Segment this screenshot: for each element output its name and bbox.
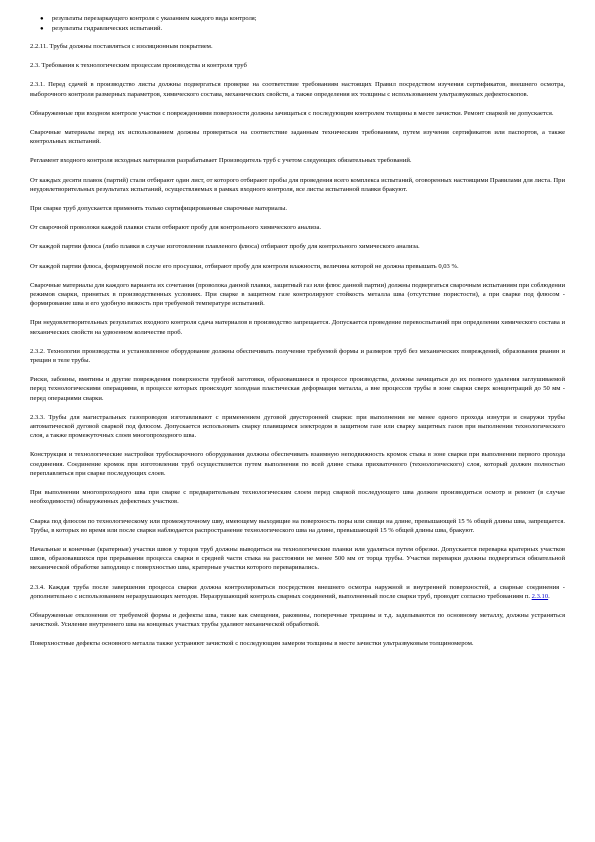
paragraph-2-3-1: 2.3.1. Перед сдачей в производство листы должны подвергаться проверке на соответствие требованиям настоящих Правил посредством изучения сертификатов, внешнего осмотра, выборочного контроля размерных параметров, химического состава, механических свойств, а также определения их толщины с использованием ультразвуковых дефектоскопов.	[30, 81, 565, 98]
list-item: ● результаты перезаркаущего контроля с указанием каждого вида контроля;	[40, 15, 257, 22]
paragraph: При сварке труб допускается применять только сертифицированные сварочные материалы.	[30, 205, 288, 213]
bullet-icon: ●	[40, 26, 44, 32]
paragraph: При неудовлетворительных результатах входного контроля сдача материалов в производство запрещается. Допускается проведение перевоспытаний при определении химического состава и механических свойств на удвоенном количестве проб.	[30, 319, 565, 336]
paragraph: Риски, забоины, вмятины и другие повреждения поверхности трубной заготовки, образовавшиеся в процессе производства, должны зачищаться до их полного удаления заглушиваемой перед технологическими операциями, в процессе которых происходит холодная пластическая деформация металла, а вне процессов трубы в зоне сварки сверх концентраций до 50 мм - перед операциями сварки.	[30, 376, 565, 402]
paragraph-2-3-3: 2.3.3. Трубы для магистральных газопроводов изготавливают с применением дуговой двусторонней сварки: при выполнении не менее одного прохода изнутри и снаружи трубы автоматической дуговой сваркой под флюсом. Допускается использовать сварку плавящимся электродом в защитном газе или сварку защитных газов при выполнении технологического слоя, а также промежуточных слоев многопроходного шва.	[30, 413, 565, 440]
paragraph-2-3-4: 2.3.4. Каждая труба после завершения процесса сварки должна контролироваться посредством внешнего осмотра наружной и внутренней поверхностей, а сварные соединения - дополнительно с использованием неразрушающих методов. Неразрушающий контроль сварных соединений, выполненный после сварки труб, проводят согласно требованиям п. 2.3.10.	[30, 583, 565, 600]
paragraph: Обнаруженные при входном контроле участки с повреждениями поверхности должны зачищаться с последующим контролем толщины в месте зачистки. Ремонт сваркой не допускается.	[30, 109, 554, 117]
list-item: ● результаты гидравлических испытаний.	[40, 25, 163, 32]
paragraph: Регламент входного контроля исходных материалов разрабатывает Производитель труб с учетом следующих обязательных требований.	[30, 157, 412, 165]
bullet-icon: ●	[40, 16, 44, 22]
paragraph: От сварочной проволоки каждой плавки стали отбирают пробу для контрольного химического анализа.	[30, 224, 322, 232]
document-page	[30, 14, 565, 659]
paragraph: От каждой партии флюса, формируемой после его просушки, отбирают пробу для контроля влажности, величина которой не должна превышать 0,03 %.	[30, 262, 459, 270]
paragraph: При выполнении многопроходного шва при сварке с предварительным технологическим слоем перед сваркой последующего шва должен производиться осмотр и ремонт (в случае необходимости) обнаруженных дефектных участков.	[30, 489, 565, 506]
paragraph-2-2-11: 2.2.11. Трубы должны поставляться с изоляционным покрытием.	[30, 43, 213, 50]
paragraph: Конструкция и технологические настройки трубосварочного оборудования должны обеспечивать взаимную неподвижность кромок стыка в зоне сварки при выполнении первого прохода соединения. Соединение кромок при изготовлении труб осуществляется путем выполнения по всей длине стыка прихваточного (технологического) слоя, который должен полностью переплавляться при сварке последующих слоев.	[30, 451, 565, 477]
section-heading-2-3: 2.3. Требования к технологическим процессам производства и контроля труб	[30, 62, 247, 70]
paragraph: Сварочные материалы для каждого варианта их сочетания (проволока данной плавки, защитный газ или флюс данной партии) должны подвергаться сварочным испытаниям при соблюдении режимов сварки, принятых в производственных условиях. При сварке в защитном газе контролируют стойкость металла шва (отсутствие пористости), а при сварке под флюсом - формирование шва и его удобную вязкость при требуемой температуре испытаний.	[30, 281, 565, 308]
paragraph: От каждой партии флюса (либо плавки в случае изготовления плавленого флюса) отбирают пробу для контрольного химического анализа.	[30, 243, 420, 251]
paragraph-2-3-2: 2.3.2. Технологии производства и установленное оборудование должны обеспечивать получение требуемой формы и размеров труб без механических повреждений, образования рванин и трещин в теле трубы.	[30, 347, 565, 365]
paragraph: От каждых десяти плавок (партий) стали отбирают один лист, от которого отбирают пробы для проведения всего комплекса испытаний, оговоренных настоящими Правилами для листа. При неудовлетворительных результатах испытаний, осуществляемых в рамках входного контроля, все листы испытанной плавки бракуют.	[30, 176, 565, 193]
paragraph: Сварочные материалы перед их использованием должны проверяться на соответствие заданным техническим требованиям, путем изучения сертификатов или паспортов, а также контрольных испытаний.	[30, 129, 565, 146]
section-link[interactable]: 2.3.10	[531, 592, 549, 600]
result-list	[30, 14, 565, 34]
paragraph: Начальные и конечные (кратерные) участки швов у торцов труб должны выводиться на технологические планки или удаляться путем обрезки. Допускается переварка кратерных участков швов, образовавшихся при прерывании процесса сварки в средней части стыка на расстоянии не менее 500 мм от торца трубы. Участки переварки должны подвергаться обязательной механической обработке заподлицо с поверхностью шва, кратерные участки которого переваривались.	[30, 545, 565, 572]
paragraph: Поверхностные дефекты основного металла также устраняют зачисткой с последующим замером толщины в месте зачистки ультразвуковым толщиномером.	[30, 640, 474, 648]
paragraph: Обнаруженные отклонения от требуемой формы и дефекты шва, такие как смещения, раковины, поперечные трещины и т.д. заделываются по основному металлу, должны устраняться зачисткой. Усиление внутреннего шва на концевых участках трубы удаляют механической обработкой.	[30, 611, 565, 629]
paragraph: Сварка под флюсом по технологическому или промежуточному шву, имеющему выходящие на поверхность поры или свищи на длине, превышающей 15 % общей длины шва, запрещается. Трубы, в которых во время или после сварки наблюдается распространение технологического шва на длине, превышающей 15 % общей длины шва, бракуют.	[30, 517, 565, 534]
